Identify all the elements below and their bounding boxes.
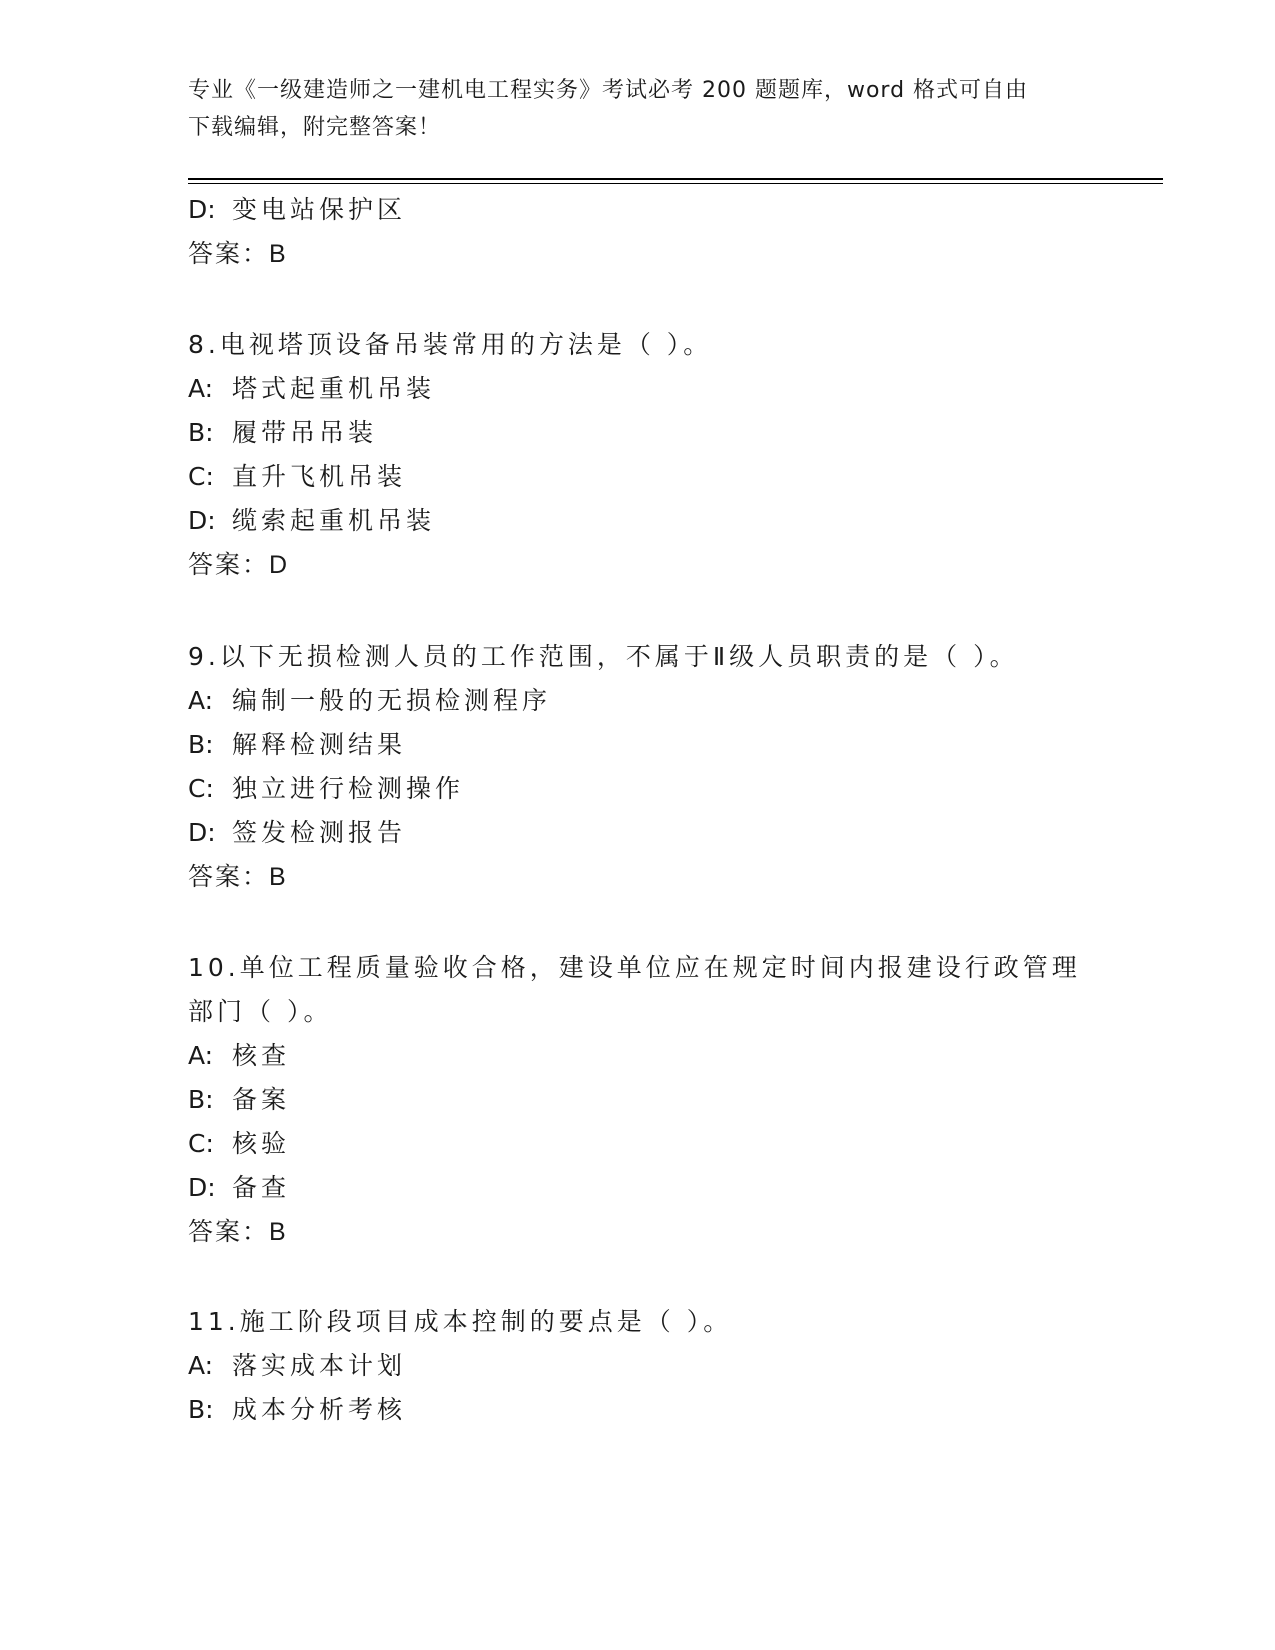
option-text: 核查 (232, 1041, 291, 1070)
option-text: 落实成本计划 (232, 1351, 407, 1380)
header-rule-top (188, 178, 1163, 180)
q10-option-c (188, 1128, 290, 1160)
option-letter: A: (188, 1351, 214, 1380)
q9-option-b (188, 729, 406, 761)
option-letter: D: (188, 195, 216, 224)
option-text: 备查 (232, 1173, 291, 1202)
q9-option-c (188, 773, 464, 805)
q9-option-d (188, 817, 406, 849)
option-letter: D: (188, 1173, 216, 1202)
document-header (188, 72, 1088, 146)
header-line-1: 专业《一级建造师之一建机电工程实务》考试必考 200 题题库，word 格式可自由 (188, 78, 1029, 103)
q7-option-d (188, 194, 406, 226)
q10-question-line-2: 部门（ ）。 (188, 997, 333, 1026)
q8-option-d (188, 505, 435, 537)
option-letter: C: (188, 462, 214, 491)
option-letter: C: (188, 1129, 214, 1158)
option-letter: A: (188, 374, 214, 403)
option-text: 履带吊吊装 (232, 418, 378, 447)
q10-answer: 答案：B (188, 1218, 288, 1246)
q8-question: 8.电视塔顶设备吊装常用的方法是（ ）。 (188, 330, 713, 359)
option-text: 缆索起重机吊装 (232, 506, 436, 535)
q10-option-d (188, 1172, 290, 1204)
q11-question: 11.施工阶段项目成本控制的要点是（ ）。 (188, 1307, 733, 1336)
option-text: 核验 (232, 1129, 291, 1158)
q8-option-a (188, 373, 435, 405)
q8-option-c (188, 461, 406, 493)
q10-question-line-1: 10.单位工程质量验收合格，建设单位应在规定时间内报建设行政管理 (188, 953, 1081, 982)
option-letter: D: (188, 818, 216, 847)
option-text: 签发检测报告 (232, 818, 407, 847)
q10-option-b (188, 1084, 290, 1116)
option-letter: B: (188, 418, 214, 447)
q7-answer: 答案：B (188, 240, 288, 268)
q11-option-b (188, 1394, 406, 1426)
option-text: 塔式起重机吊装 (232, 374, 436, 403)
option-letter: A: (188, 1041, 214, 1070)
option-letter: D: (188, 506, 216, 535)
q9-question: 9.以下无损检测人员的工作范围，不属于Ⅱ级人员职责的是（ ）。 (188, 642, 1019, 671)
option-letter: B: (188, 1395, 214, 1424)
option-text: 备案 (232, 1085, 291, 1114)
option-letter: C: (188, 774, 214, 803)
option-text: 成本分析考核 (232, 1395, 407, 1424)
q8-answer: 答案：D (188, 551, 290, 579)
option-letter: A: (188, 686, 214, 715)
q8-option-b (188, 417, 377, 449)
option-text: 直升飞机吊装 (232, 462, 407, 491)
q11-option-a (188, 1350, 406, 1382)
q10-option-a (188, 1040, 290, 1072)
header-rule-bottom (188, 183, 1163, 184)
header-line-2: 下载编辑，附完整答案！ (188, 115, 442, 140)
q9-answer: 答案：B (188, 863, 288, 891)
option-text: 独立进行检测操作 (232, 774, 465, 803)
option-letter: B: (188, 1085, 214, 1114)
option-text: 变电站保护区 (232, 195, 407, 224)
q9-option-a (188, 685, 551, 717)
option-letter: B: (188, 730, 214, 759)
option-text: 编制一般的无损检测程序 (232, 686, 552, 715)
option-text: 解释检测结果 (232, 730, 407, 759)
